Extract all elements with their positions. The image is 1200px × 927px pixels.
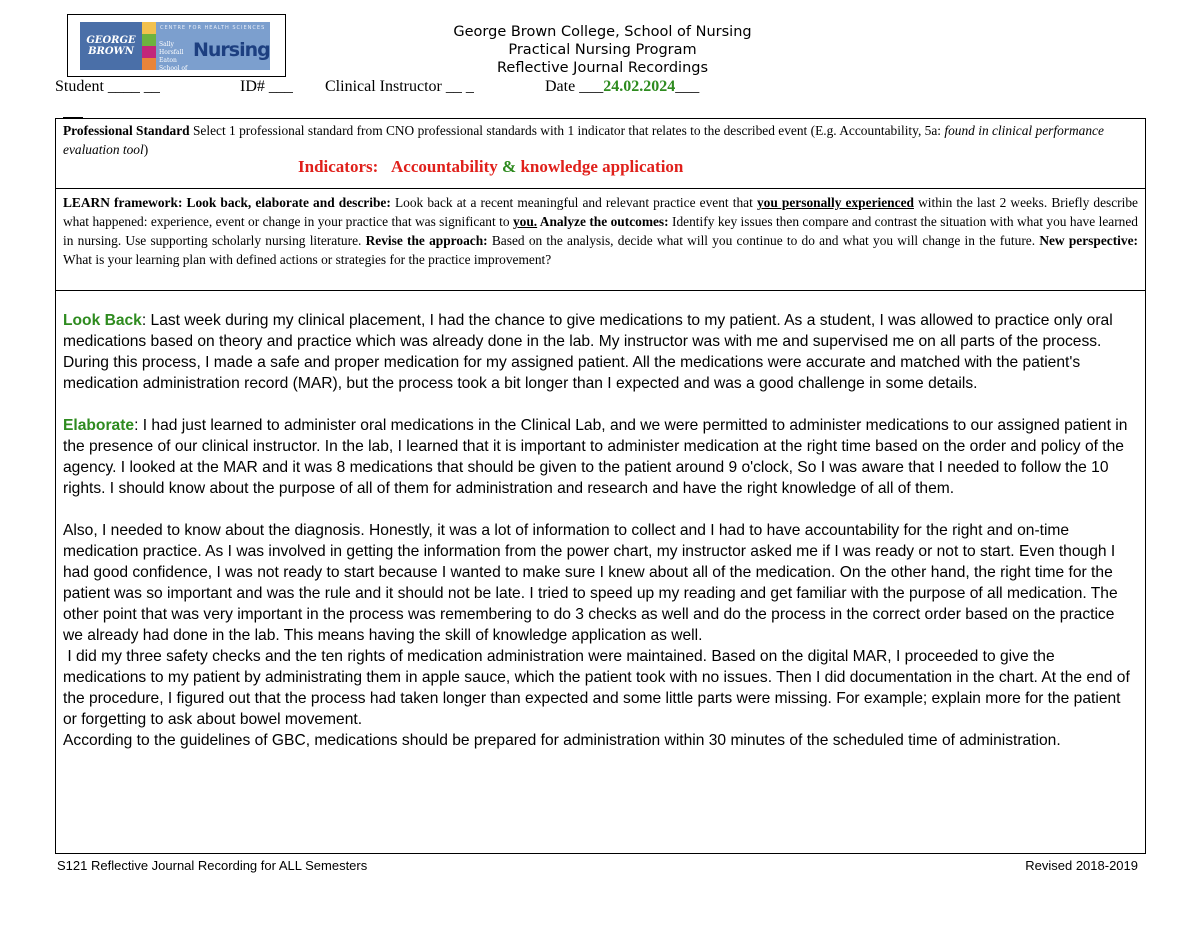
logo-school-text: Sally Horsfall Eaton School of — [159, 41, 188, 70]
learn-framework-text: LEARN framework: Look back, elaborate and describe: Look back at a recent meaningful and relevant practice event that you personally experienced within the last 2 weeks. Briefly describe what happened: experience, event or change in your practice that was significant to you. Analyze the outcomes: Identify key issues then compare and contrast the situation with what you have learned in nursing. Use supporting scholarly nursing literature. Revise the approach: Based on the analysis, decide what will you continue to do and what you will change in the future. New perspective: What is your learning plan with defined actions or strategies for the practice improvement? — [63, 195, 1138, 267]
footer-revision: Revised 2018-2019 — [1025, 858, 1138, 873]
professional-standard-text: Professional Standard Select 1 professional standard from CNO professional standards with 1 indicator that relates to the described event (E.g. Accountability, 5a: found in clinical performance evaluation tool) — [63, 123, 1104, 157]
student-info-line — [0, 78, 1200, 100]
elaborate-paragraph: Elaborate: I had just learned to administer oral medications in the Clinical Lab, and we were permitted to administer medications to our assigned patient in the presence of our clinical instructor. In the lab, I learned that it is important to administer medication at the right time based on the order and policy of the agency. I looked at the MAR and it was 8 medications that should be given to the patient around 9 o'clock, So I was aware that I needed to follow the 10 rights. I should know about the purpose of all of them for administration and research and have the right knowledge of all of them. — [63, 417, 1128, 497]
title-line-3: Reflective Journal Recordings — [496, 60, 709, 76]
document-title — [340, 23, 865, 77]
look-back-paragraph: Look Back: Last week during my clinical placement, I had the chance to give medications to my patient. As a student, I was allowed to practice only oral medications based on theory and practice which was already done in the lab. My instructor was with me and supervised me on all parts of the process. During this process, I made a safe and proper medication for my assigned patient. All the medications were accurate and matched with the patient's medication administration record (MAR), but the process took a bit longer than I expected and was a good challenge in some details. — [63, 312, 1113, 392]
look-back-label: Look Back — [63, 312, 142, 329]
date-field: Date ___24.02.2024___ — [545, 78, 700, 95]
id-field: ID# ___ — [240, 78, 293, 95]
logo-color-stripes — [142, 22, 156, 70]
reflection-text — [63, 310, 1138, 751]
clinical-instructor-field: Clinical Instructor __ _ — [325, 78, 474, 95]
learn-framework-row — [56, 189, 1145, 291]
title-line-2: Practical Nursing Program — [508, 42, 697, 58]
reflection-body — [56, 291, 1145, 853]
guidelines-paragraph: According to the guidelines of GBC, medications should be prepared for administration within 30 minutes of the scheduled time of administration. — [63, 732, 1061, 749]
safety-checks-paragraph: I did my three safety checks and the ten rights of medication administration were maintained. Based on the digital MAR, I proceeded to give the medications to my patient by administrating them in apple sauce, which the patient took with no issues. Then I did documentation in the chart. At the end of the procedure, I figured out that the process had taken longer than expected and some little parts were missing. For example; explain more for the patient or forgetting to ask about bowel movement. — [63, 648, 1135, 728]
journal-table — [55, 118, 1146, 854]
student-field: Student ____ __ — [55, 78, 160, 95]
footer-form-name: S121 Reflective Journal Recording for ALL Semesters — [57, 858, 368, 873]
logo-nursing-text: Nursing — [193, 39, 270, 61]
logo-centre-text: CENTRE FOR HEALTH SCIENCES — [160, 25, 266, 31]
elaborate-label: Elaborate — [63, 417, 135, 434]
indicators-line: Indicators: Accountability & knowledge application — [298, 157, 684, 176]
date-value: 24.02.2024 — [603, 78, 676, 95]
professional-standard-row — [56, 119, 1145, 189]
title-line-1: George Brown College, School of Nursing — [453, 24, 752, 40]
diagnosis-paragraph: Also, I needed to know about the diagnosis. Honestly, it was a lot of information to collect and I had to have accountability for the right and on-time medication practice. As I was involved in getting the information from the power chart, my instructor asked me if I was ready or not to start. Even though I had good confidence, I was not ready to start because I wanted to make sure I knew about all of the medication. On the other hand, the right time for the patient was so important and was the rule and it should not be late. I tried to speed up my reading and get familiar with the purpose of all medication. The other point that was very important in the process was remembering to do 3 checks as well and do the process in the correct order based on the practice we already had done in the lab. This means having the skill of knowledge application as well. — [63, 522, 1118, 644]
logo-brand: GEORGE BROWN — [80, 22, 142, 70]
college-logo — [80, 22, 270, 70]
logo-frame — [67, 14, 286, 77]
